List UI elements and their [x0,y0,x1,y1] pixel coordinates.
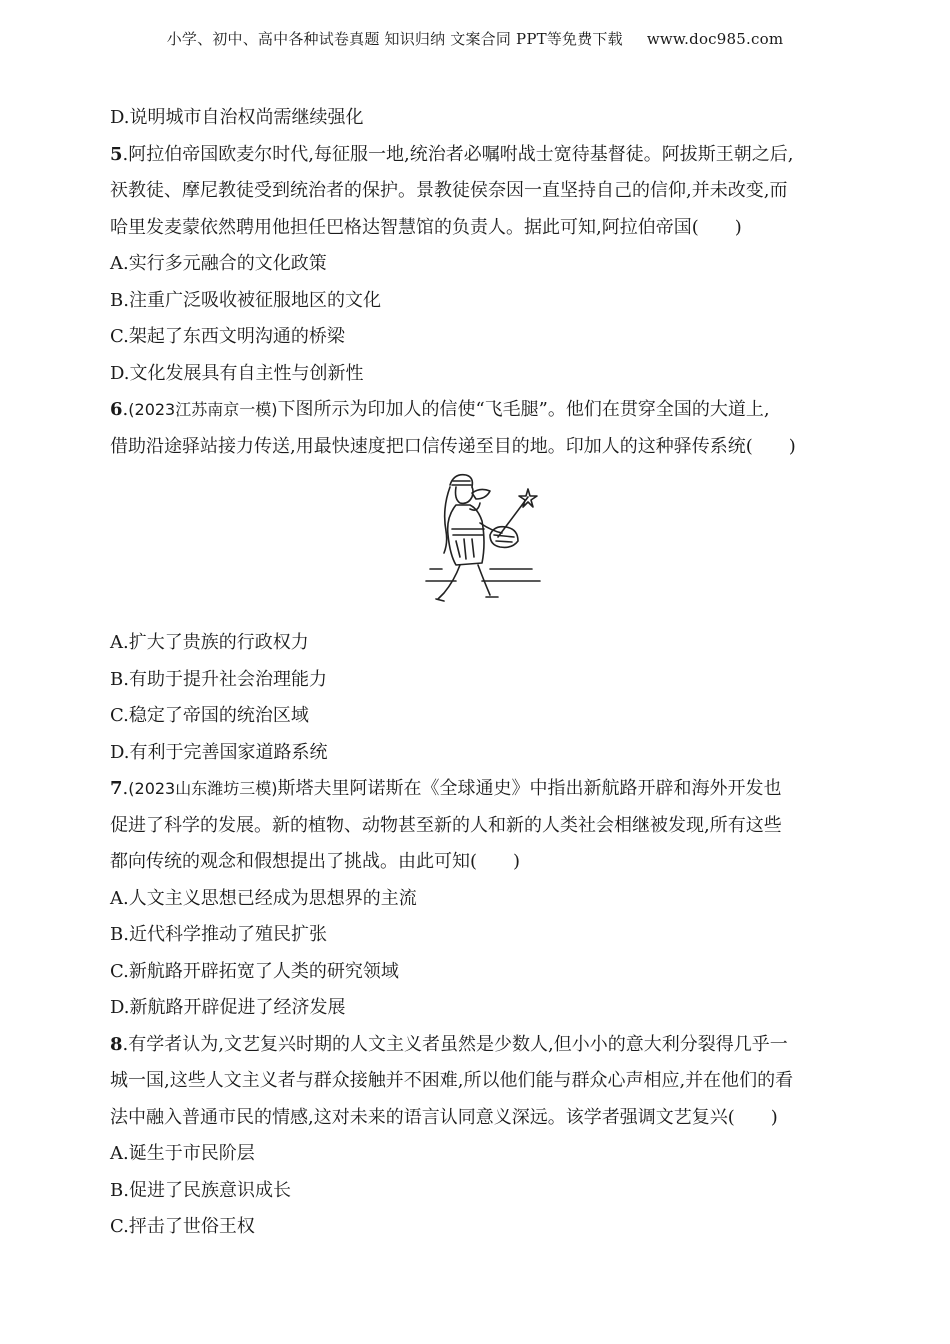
option-a[interactable]: A.扩大了贵族的行政权力 [110,632,309,653]
stem-text: 斯塔夫里阿诺斯在《全球通史》中指出新航路开辟和海外开发也 [277,778,782,799]
header-text: 小学、初中、高中各种试卷真题 知识归纳 文案合同 PPT等免费下载 [166,30,623,48]
question-stem-line: 法中融入普通市民的情感,这对未来的语言认同意义深远。该学者强调文艺复兴( ) [110,1106,778,1128]
question-stem-line: 都向传统的观念和假想提出了挑战。由此可知( ) [110,851,521,872]
option-c[interactable]: C.抨击了世俗王权 [110,1216,255,1237]
question-stem-line: 祆教徒、摩尼教徒受到统治者的保护。景教徒侯奈因一直坚持自己的信仰,并未改变,而 [110,180,788,201]
option-b[interactable]: B.促进了民族意识成长 [110,1179,291,1201]
option-a[interactable]: A.人文主义思想已经成为思想界的主流 [110,887,417,909]
stem-text: 阿拉伯帝国欧麦尔时代,每征服一地,统治者必嘱咐战士宽待基督徒。阿拔斯王朝之后, [128,143,794,165]
question-stem-line: 6.(2023江苏南京一模)下图所示为印加人的信使“飞毛腿”。他们在贯穿全国的大道上, [110,399,770,420]
option-c[interactable]: C.架起了东西文明沟通的桥梁 [110,326,345,347]
inca-messenger-illustration [110,465,840,625]
option-a[interactable]: A.实行多元融合的文化政策 [110,253,327,274]
option-b[interactable]: B.注重广泛吸收被征服地区的文化 [110,289,381,311]
question-6 [110,392,840,771]
question-8 [110,1027,840,1246]
question-stem-line: 5.阿拉伯帝国欧麦尔时代,每征服一地,统治者必嘱咐战士宽待基督徒。阿拔斯王朝之后, [110,143,794,165]
question-stem-line: 借助沿途驿站接力传送,用最快速度把口信传递至目的地。印加人的这种驿传系统( ) [110,435,796,457]
option-b[interactable]: B.近代科学推动了殖民扩张 [110,924,327,945]
question-number: 7 [110,778,123,799]
question-source: (2023山东潍坊三模) [128,779,278,798]
option-d-previous: D.说明城市自治权尚需继续强化 [110,107,364,128]
option-d[interactable]: D.有利于完善国家道路系统 [110,741,328,763]
stem-text: 有学者认为,文艺复兴时期的人文主义者虽然是少数人,但小小的意大利分裂得几乎一 [128,1033,788,1055]
inca-messenger-drawing [420,469,550,619]
stem-text: 下图所示为印加人的信使“飞毛腿”。他们在贯穿全国的大道上, [277,399,770,420]
question-number: 6 [110,399,123,420]
question-7 [110,771,840,1027]
option-d[interactable]: D.新航路开辟促进了经济发展 [110,997,346,1018]
question-stem-line: 促进了科学的发展。新的植物、动物甚至新的人和新的人类社会相继被发现,所有这些 [110,814,782,836]
option-b[interactable]: B.有助于提升社会治理能力 [110,668,327,690]
question-source: (2023江苏南京一模) [128,400,278,419]
question-5 [110,137,840,393]
option-d[interactable]: D.文化发展具有自主性与创新性 [110,362,364,384]
question-stem-line: 哈里发麦蒙依然聘用他担任巴格达智慧馆的负责人。据此可知,阿拉伯帝国( ) [110,216,742,238]
option-c[interactable]: C.稳定了帝国的统治区域 [110,705,309,726]
question-stem-line: 7.(2023山东潍坊三模)斯塔夫里阿诺斯在《全球通史》中指出新航路开辟和海外开发也 [110,778,782,799]
question-number: 5 [110,143,123,165]
exam-content [110,100,840,1246]
header-url[interactable]: www.doc985.com [646,30,784,48]
page-header [0,28,950,49]
question-number: 8 [110,1033,123,1055]
option-c[interactable]: C.新航路开辟拓宽了人类的研究领域 [110,960,399,982]
question-stem-line: 城一国,这些人文主义者与群众接触并不困难,所以他们能与群众心声相应,并在他们的看 [110,1070,794,1091]
option-a[interactable]: A.诞生于市民阶层 [110,1143,255,1164]
question-stem-line: 8.有学者认为,文艺复兴时期的人文主义者虽然是少数人,但小小的意大利分裂得几乎一 [110,1033,788,1055]
